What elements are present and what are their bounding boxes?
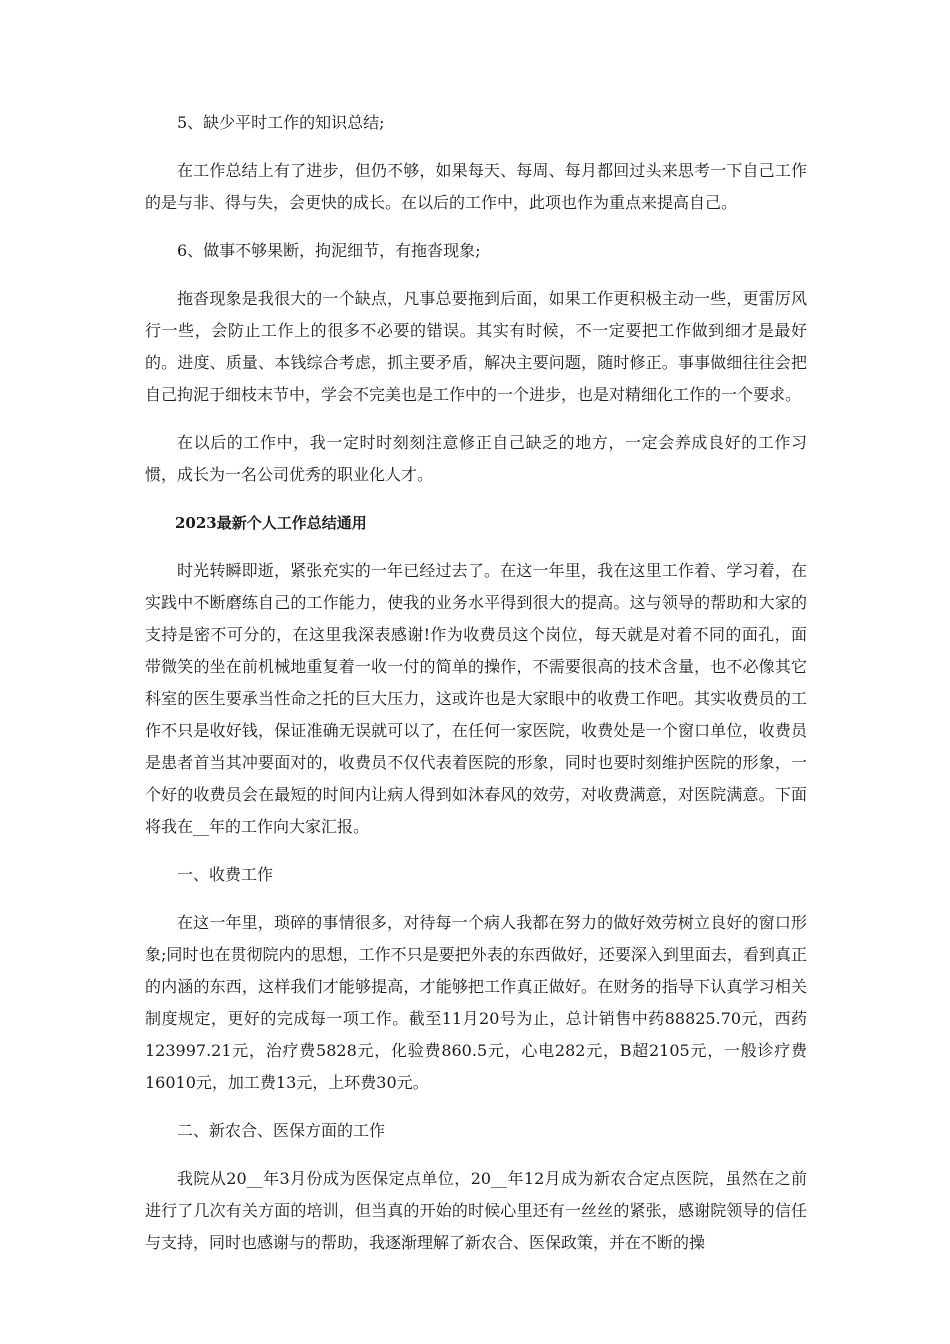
section-heading: 2023最新个人工作总结通用 bbox=[175, 514, 367, 532]
paragraph: 5、缺少平时工作的知识总结; bbox=[177, 113, 385, 132]
paragraph: 拖沓现象是我很大的一个缺点，凡事总要拖到后面，如果工作更积极主动一些，更雷厉风行一些，会防止工作上的很多不必要的错误。其实有时候，不一定要把工作做到细才是最好的。进度、质量、本钱综合考虑，抓主要矛盾，解决主要问题，随时修正。事事做细往往会把自己拘泥于细枝末节中，学会不完美也是工作中的一个进步，也是对精细化工作的一个要求。 bbox=[145, 289, 807, 404]
paragraph: 一、收费工作 bbox=[177, 865, 274, 884]
paragraph: 二、新农合、医保方面的工作 bbox=[177, 1121, 386, 1140]
paragraph: 在以后的工作中，我一定时时刻刻注意修正自己缺乏的地方，一定会养成良好的工作习惯，成长为一名公司优秀的职业化人才。 bbox=[145, 433, 807, 484]
paragraph: 在这一年里，琐碎的事情很多，对待每一个病人我都在努力的做好效劳树立良好的窗口形象;同时也在贯彻院内的思想，工作不只是要把外表的东西做好，还要深入到里面去，看到真正的内涵的东西，这样我们才能够提高，才能够把工作真正做好。在财务的指导下认真学习相关制度规定，更好的完成每一项工作。截至11月20号为止，总计销售中药88825.70元，西药123997.21元，治疗费5828元，化验费860.5元，心电282元，B超2105元，一般诊疗费16010元，加工费13元，上环费30元。 bbox=[145, 913, 807, 1092]
paragraph: 时光转瞬即逝，紧张充实的一年已经过去了。在这一年里，我在这里工作着、学习着，在实践中不断磨练自己的工作能力，使我的业务水平得到很大的提高。这与领导的帮助和大家的支持是密不可分的，在这里我深表感谢!作为收费员这个岗位，每天就是对着不同的面孔，面带微笑的坐在前机械地重复着一收一付的简单的操作，不需要很高的技术含量，也不必像其它科室的医生要承当性命之托的巨大压力，这或许也是大家眼中的收费工作吧。其实收费员的工作不只是收好钱，保证准确无误就可以了，在任何一家医院，收费处是一个窗口单位，收费员是患者首当其冲要面对的，收费员不仅代表着医院的形象，同时也要时刻维护医院的形象，一个好的收费员会在最短的时间内让病人得到如沐春风的效劳，对收费满意，对医院满意。下面将我在__年的工作向大家汇报。 bbox=[145, 561, 807, 836]
document-body bbox=[145, 107, 807, 1275]
paragraph: 我院从20__年3月份成为医保定点单位，20__年12月成为新农合定点医院，虽然在之前进行了几次有关方面的培训，但当真的开始的时候心里还有一丝丝的紧张，感谢院领导的信任与支持，同时也感谢与的帮助，我逐渐理解了新农合、医保政策，并在不断的操 bbox=[145, 1169, 807, 1252]
paragraph: 在工作总结上有了进步，但仍不够，如果每天、每周、每月都回过头来思考一下自己工作的是与非、得与失，会更快的成长。在以后的工作中，此项也作为重点来提高自己。 bbox=[145, 161, 807, 212]
paragraph: 6、做事不够果断，拘泥细节，有拖沓现象; bbox=[177, 241, 481, 260]
